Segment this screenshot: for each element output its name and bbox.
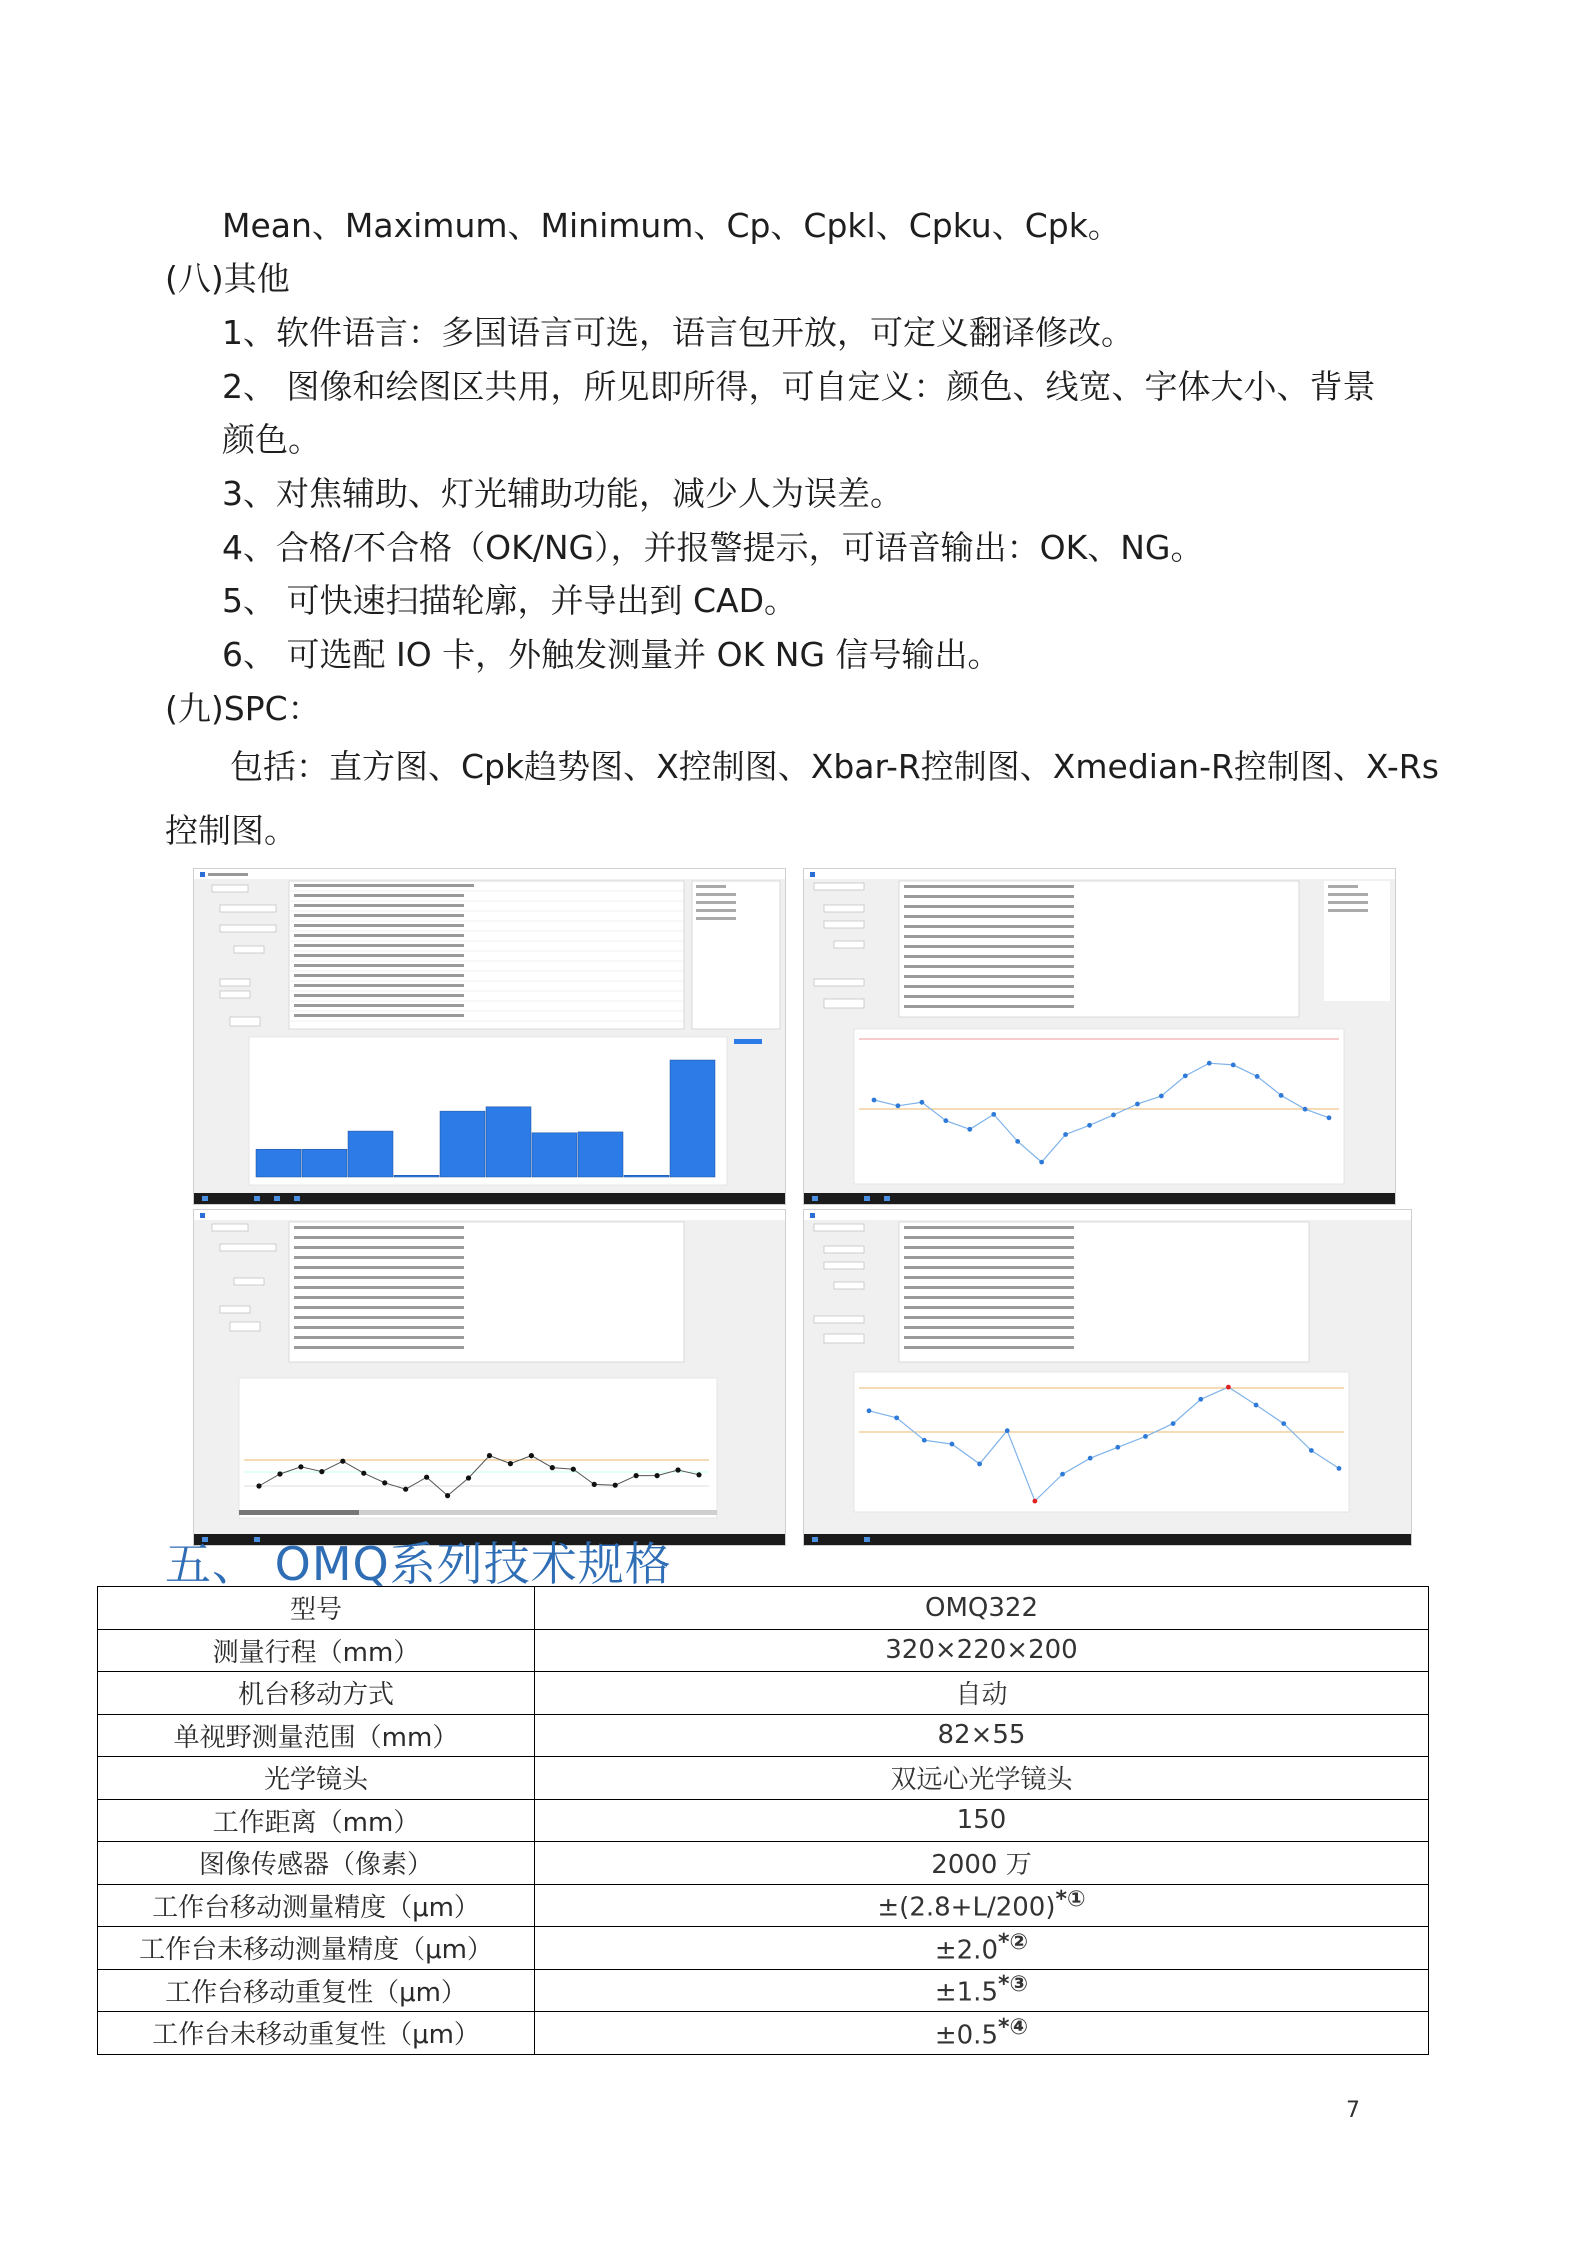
spec-value: 320×220×200: [885, 1635, 1078, 1666]
heading-spc: (九)SPC：: [165, 689, 321, 728]
spec-value-cell: [535, 1629, 1429, 1672]
trend-point: [1032, 1499, 1037, 1504]
histogram-bar: [532, 1133, 577, 1177]
spec-key: 光学镜头: [98, 1757, 535, 1800]
histogram-bar: [486, 1107, 531, 1177]
text-line-5: 颜色。: [222, 420, 321, 459]
spec-footnote-mark: *①: [1055, 1887, 1086, 1913]
trend-point: [696, 1472, 701, 1477]
trend-point: [1143, 1434, 1148, 1439]
trend-point: [508, 1461, 513, 1466]
screenshot-trend-a: [803, 868, 1396, 1205]
spec-key: 机台移动方式: [98, 1672, 535, 1715]
histogram-bar: [624, 1175, 669, 1177]
spec-row: [98, 1884, 1429, 1927]
histogram-bar: [302, 1149, 347, 1177]
trend-point: [592, 1482, 597, 1487]
trend-point: [1309, 1448, 1314, 1453]
spec-row: [98, 1672, 1429, 1715]
spec-value-cell: [535, 1927, 1429, 1970]
trend-point: [382, 1480, 387, 1485]
spec-key: 工作距离（mm）: [98, 1799, 535, 1842]
section-title: 五、 OMQ系列技术规格: [165, 1537, 672, 1591]
spec-row: [98, 1757, 1429, 1800]
spec-value-cell: [535, 1587, 1429, 1630]
trend-point: [466, 1475, 471, 1480]
trend-point: [487, 1453, 492, 1458]
trend-point: [1005, 1428, 1010, 1433]
trend-point: [550, 1465, 555, 1470]
screenshot-histogram: [193, 868, 786, 1205]
spec-value: ±2.0: [934, 1935, 998, 1966]
heading-other: (八)其他: [165, 259, 290, 298]
trend-point: [896, 1103, 901, 1108]
spec-row: [98, 1842, 1429, 1885]
trend-point: [991, 1112, 996, 1117]
spec-value: ±(2.8+L/200): [877, 1893, 1056, 1924]
screenshot-trend-c: [803, 1209, 1412, 1546]
trend-point: [445, 1493, 450, 1498]
histogram-bar: [578, 1132, 623, 1177]
trend-point: [361, 1471, 366, 1476]
trend-point: [1207, 1061, 1212, 1066]
trend-point: [1039, 1160, 1044, 1165]
spec-value-cell: [535, 1672, 1429, 1715]
text-line-3: 1、软件语言：多国语言可选，语言包开放，可定义翻译修改。: [222, 313, 1134, 352]
trend-point: [1060, 1472, 1065, 1477]
spec-value-cell: [535, 1799, 1429, 1842]
spec-footnote-mark: *②: [998, 1929, 1029, 1955]
spec-key: 工作台移动重复性（μm）: [98, 1969, 535, 2012]
histogram-bar: [348, 1131, 393, 1177]
trend-point: [1337, 1466, 1342, 1471]
text-line-7: 4、合格/不合格（OK/NG），并报警提示，可语音输出：OK、NG。: [222, 528, 1204, 567]
trend-point: [919, 1100, 924, 1105]
trend-point: [1183, 1073, 1188, 1078]
spec-row: [98, 1629, 1429, 1672]
spec-value: OMQ322: [925, 1592, 1038, 1623]
trend-point: [1135, 1102, 1140, 1107]
trend-point: [1088, 1456, 1093, 1461]
trend-point: [340, 1459, 345, 1464]
text-line-12: 控制图。: [165, 811, 297, 850]
trend-point: [867, 1408, 872, 1413]
trend-point: [1115, 1445, 1120, 1450]
page-number: 7: [1346, 2098, 1360, 2123]
trend-point: [977, 1462, 982, 1467]
spec-key: 测量行程（mm）: [98, 1629, 535, 1672]
spec-key: 图像传感器（像素）: [98, 1842, 535, 1885]
spec-value-cell: [535, 1757, 1429, 1800]
trend-point: [1198, 1397, 1203, 1402]
spec-value-cell: [535, 2012, 1429, 2055]
spec-value: 150: [956, 1805, 1007, 1836]
trend-point: [1171, 1421, 1176, 1426]
spec-row: [98, 2012, 1429, 2055]
spec-key: 工作台未移动测量精度（μm）: [98, 1927, 535, 1970]
spec-key: 单视野测量范围（mm）: [98, 1714, 535, 1757]
trend-point: [1111, 1113, 1116, 1118]
trend-point: [256, 1483, 261, 1488]
trend-point: [529, 1453, 534, 1458]
spec-row: [98, 1799, 1429, 1842]
trend-point: [1063, 1132, 1068, 1137]
trend-point: [1015, 1139, 1020, 1144]
spec-value: 2000 万: [931, 1850, 1032, 1881]
screenshot-trend-b: [193, 1209, 786, 1546]
trend-point: [319, 1469, 324, 1474]
spec-row: [98, 1714, 1429, 1757]
trend-point: [277, 1471, 282, 1476]
spec-value: ±0.5: [934, 2020, 998, 2051]
text-line-8: 5、 可快速扫描轮廓，并导出到 CAD。: [222, 581, 798, 620]
trend-point: [1303, 1107, 1308, 1112]
trend-point: [1255, 1074, 1260, 1079]
trend-point: [894, 1415, 899, 1420]
spec-value-cell: [535, 1714, 1429, 1757]
spec-row: [98, 1927, 1429, 1970]
trend-point: [967, 1127, 972, 1132]
spec-value: 自动: [955, 1680, 1008, 1711]
trend-point: [634, 1473, 639, 1478]
trend-point: [298, 1464, 303, 1469]
histogram-bar: [670, 1060, 715, 1177]
trend-point: [1281, 1421, 1286, 1426]
trend-point: [613, 1483, 618, 1488]
spec-row: [98, 1969, 1429, 2012]
text-line-4: 2、 图像和绘图区共用，所见即所得，可自定义：颜色、线宽、字体大小、背景: [222, 367, 1376, 406]
spec-footnote-mark: *③: [998, 1972, 1029, 1998]
spec-key: 工作台移动测量精度（μm）: [98, 1884, 535, 1927]
trend-point: [943, 1118, 948, 1123]
spec-value: 82×55: [937, 1720, 1026, 1751]
spec-row: [98, 1587, 1429, 1630]
text-line-9: 6、 可选配 IO 卡，外触发测量并 OK NG 信号输出。: [222, 635, 1001, 674]
trend-point: [950, 1442, 955, 1447]
trend-point: [922, 1438, 927, 1443]
trend-point: [1231, 1063, 1236, 1068]
trend-point: [654, 1473, 659, 1478]
trend-point: [1327, 1115, 1332, 1120]
trend-point: [1159, 1094, 1164, 1099]
text-line-1: Mean、Maximum、Minimum、Cp、Cpkl、Cpku、Cpk。: [222, 206, 1121, 245]
histogram-bar: [394, 1175, 439, 1177]
spec-footnote-mark: *④: [998, 2014, 1029, 2040]
histogram-bar: [256, 1149, 301, 1177]
spec-value-cell: [535, 1842, 1429, 1885]
trend-point: [1226, 1385, 1231, 1390]
trend-point: [403, 1487, 408, 1492]
spec-key: 工作台未移动重复性（μm）: [98, 2012, 535, 2055]
spec-value-cell: [535, 1969, 1429, 2012]
spec-value-cell: [535, 1884, 1429, 1927]
spec-key: 型号: [98, 1587, 535, 1630]
spec-table: [97, 1586, 1429, 2055]
text-line-11: 包括：直方图、Cpk趋势图、X控制图、Xbar-R控制图、Xmedian-R控制图、X-Rs: [230, 747, 1439, 786]
spec-value: 双远心光学镜头: [890, 1765, 1073, 1796]
trend-point: [1279, 1093, 1284, 1098]
trend-point: [1087, 1123, 1092, 1128]
trend-point: [424, 1475, 429, 1480]
histogram-bar: [440, 1111, 485, 1177]
trend-point: [571, 1467, 576, 1472]
trend-point: [872, 1098, 877, 1103]
spec-value: ±1.5: [934, 1978, 998, 2009]
text-line-6: 3、对焦辅助、灯光辅助功能，减少人为误差。: [222, 474, 903, 513]
trend-point: [1254, 1403, 1259, 1408]
trend-point: [675, 1467, 680, 1472]
